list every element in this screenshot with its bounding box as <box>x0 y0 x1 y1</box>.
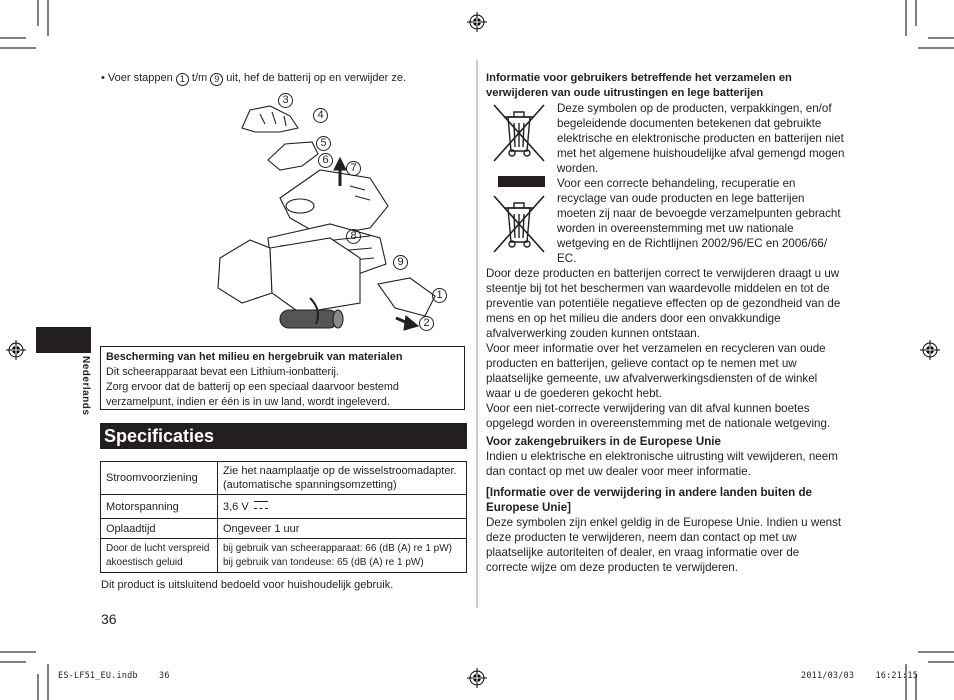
business-heading: Voor zakengebruikers in de Europese Unie <box>486 435 721 448</box>
text-line: plaatselijke gemeente, uw afvalverwerkingsdiensten of de winkel <box>486 372 818 385</box>
spec-value-line: bij gebruik van tondeuse: 65 (dB (A) re 1 pW) <box>223 556 424 568</box>
callout-8: 8 <box>346 229 361 244</box>
registration-mark-bottom <box>467 668 487 688</box>
text-line: Deze symbolen op de producten, verpakkingen, en/of <box>557 102 832 115</box>
text-line: worden. <box>557 162 599 175</box>
spec-value <box>218 539 467 573</box>
callout-4: 4 <box>313 108 328 123</box>
table-row <box>101 519 467 539</box>
spec-value: Ongeveer 1 uur <box>218 519 467 539</box>
text-line: steentje bij tot het beschermen van waardevolle middelen en tot de <box>486 282 830 295</box>
step-number-to: 9 <box>210 73 223 86</box>
intro-sep: t/m <box>191 72 208 84</box>
callout-3: 3 <box>278 93 293 108</box>
registration-mark-right <box>920 340 940 360</box>
callout-7: 7 <box>346 161 361 176</box>
text-line: Voor een niet-correcte verwijdering van dit afval kunnen boetes <box>486 402 810 415</box>
outside-eu-section <box>486 485 841 575</box>
spec-label: Oplaadtijd <box>101 519 218 539</box>
outside-eu-heading: Europese Unie] <box>486 501 572 514</box>
household-use-note: Dit product is uitsluitend bedoeld voor huishoudelijk gebruik. <box>101 579 394 591</box>
symbol-explanation-1 <box>557 101 857 176</box>
callout-6: 6 <box>318 153 333 168</box>
text-line: correcte wijze om deze producten te verwijderen. <box>486 561 738 574</box>
callout-9: 9 <box>393 255 408 270</box>
text-line: plaatselijke autoriteiten of dealer, en vraag informatie over de <box>486 546 800 559</box>
footer-file: ES-LF51_EU.indb <box>58 671 138 681</box>
text-line: wetgeving en de Richtlijnen 2002/96/EC en 2006/66/ <box>557 237 828 250</box>
business-users-section <box>486 434 838 479</box>
callout-2: 2 <box>419 316 434 331</box>
text-line: recyclage van oude producten en lege batterijen <box>557 192 805 205</box>
spec-value <box>218 495 467 519</box>
text-line: afvalverwerking zouden kunnen ontstaan. <box>486 327 700 340</box>
intro-instruction <box>101 71 406 86</box>
text-line: Voor een correcte behandeling, recuperatie en <box>557 177 796 190</box>
registration-mark-top <box>467 12 487 32</box>
environment-notice-box <box>100 346 465 410</box>
text-line: preventie van potentiële negatieve effecten op de gezondheid van de <box>486 297 841 310</box>
footer-page: 36 <box>159 671 170 681</box>
intro-text-1: Voer stappen <box>107 72 173 84</box>
spec-value <box>218 462 467 495</box>
spec-label: Stroomvoorziening <box>101 462 218 495</box>
text-line: producten en batterijen, gelieve contact op te nemen met uw <box>486 357 797 370</box>
text-line: begeleidende documenten betekenen dat gebruikte <box>557 117 822 130</box>
specifications-table <box>100 461 467 573</box>
environment-notice-line: Zorg ervoor dat de batterij op een speciaal daarvoor bestemd <box>106 381 399 393</box>
text-line: Indien u elektrische en elektronische uitrusting wilt vewijderen, neem <box>486 450 838 463</box>
symbol-explanation-2 <box>557 176 857 266</box>
disposal-paragraph-1 <box>486 266 840 431</box>
step-number-from: 1 <box>176 73 189 86</box>
spec-value-line: (automatische spanningsomzetting) <box>223 479 397 491</box>
language-tab-label: Nederlands <box>80 356 91 416</box>
footer-date: 2011/03/03 <box>801 671 855 681</box>
spec-label: Motorspanning <box>101 495 218 519</box>
text-line: mens en op het milieu die anders door een onvakkundige <box>486 312 781 325</box>
spec-value-line: bij gebruik van scheerapparaat: 66 (dB (A) re 1 pW) <box>223 542 452 554</box>
text-line: waar u de goederen gekocht hebt. <box>486 387 662 400</box>
language-tab-block <box>36 327 91 353</box>
spec-label <box>101 539 218 573</box>
disposal-heading-line: Informatie voor gebruikers betreffende het verzamelen en <box>486 72 792 84</box>
footer-time: 16:21:15 <box>875 671 919 681</box>
page-number: 36 <box>101 611 117 627</box>
dc-symbol-icon <box>254 501 268 509</box>
table-row <box>101 462 467 495</box>
footer-timestamp <box>801 671 918 681</box>
spec-value-line: Zie het naamplaatje op de wisselstroomadapter. <box>223 465 457 477</box>
text-line: EC. <box>557 252 577 265</box>
table-row <box>101 495 467 519</box>
specifications-heading: Specificaties <box>100 423 467 449</box>
registration-mark-left <box>6 340 26 360</box>
spec-label-line: Door de lucht verspreid <box>106 542 210 554</box>
text-line: deze producten te verwijderen, neem dan contact op met uw <box>486 531 797 544</box>
environment-notice-line: verzamelpunt, indien er één is in uw land, wordt ingeleverd. <box>106 396 390 408</box>
outside-eu-heading: [Informatie over de verwijdering in andere landen buiten de <box>486 486 812 499</box>
bullet: • <box>101 72 105 84</box>
separator-bar-icon <box>498 176 545 187</box>
callout-1: 1 <box>432 288 447 303</box>
text-line: Voor meer informatie over het verzamelen en recycleren van oude <box>486 342 826 355</box>
text-line: opgelegd worden in overeenstemming met de nationale wetgeving. <box>486 417 831 430</box>
crossed-out-bin-battery-icon <box>490 192 548 256</box>
text-line: worden in overeenstemming met uw nationale <box>557 222 794 235</box>
footer-file-name <box>58 671 170 681</box>
text-line: Door deze producten en batterijen correct te verwijderen draagt u uw <box>486 267 840 280</box>
text-line: met het algemene huishoudelijke afval gemengd mogen <box>557 147 845 160</box>
spec-label-line: akoestisch geluid <box>106 556 183 568</box>
spec-value-line: 3,6 V <box>223 500 249 513</box>
text-line: moeten zij naar de bevoegde verzamelpunten gebracht <box>557 207 841 220</box>
text-line: Deze symbolen zijn enkel geldig in de Europese Unie. Indien u wenst <box>486 516 842 529</box>
intro-text-2: uit, hef de batterij op en verwijder ze. <box>226 72 407 84</box>
text-line: elektrische en elektronische producten en batterijen niet <box>557 132 844 145</box>
disposal-heading <box>486 71 792 101</box>
environment-notice-line: Dit scheerapparaat bevat een Lithium-ionbatterij. <box>106 366 339 378</box>
table-row <box>101 539 467 573</box>
callout-5: 5 <box>316 136 331 151</box>
shaver-exploded-diagram <box>210 88 455 338</box>
text-line: dan contact op met uw dealer voor meer informatie. <box>486 465 751 478</box>
environment-notice-title: Bescherming van het milieu en hergebruik van materialen <box>106 351 403 363</box>
crossed-out-bin-icon <box>490 101 548 165</box>
disposal-heading-line: verwijderen van oude uitrustingen en lege batterijen <box>486 87 764 99</box>
